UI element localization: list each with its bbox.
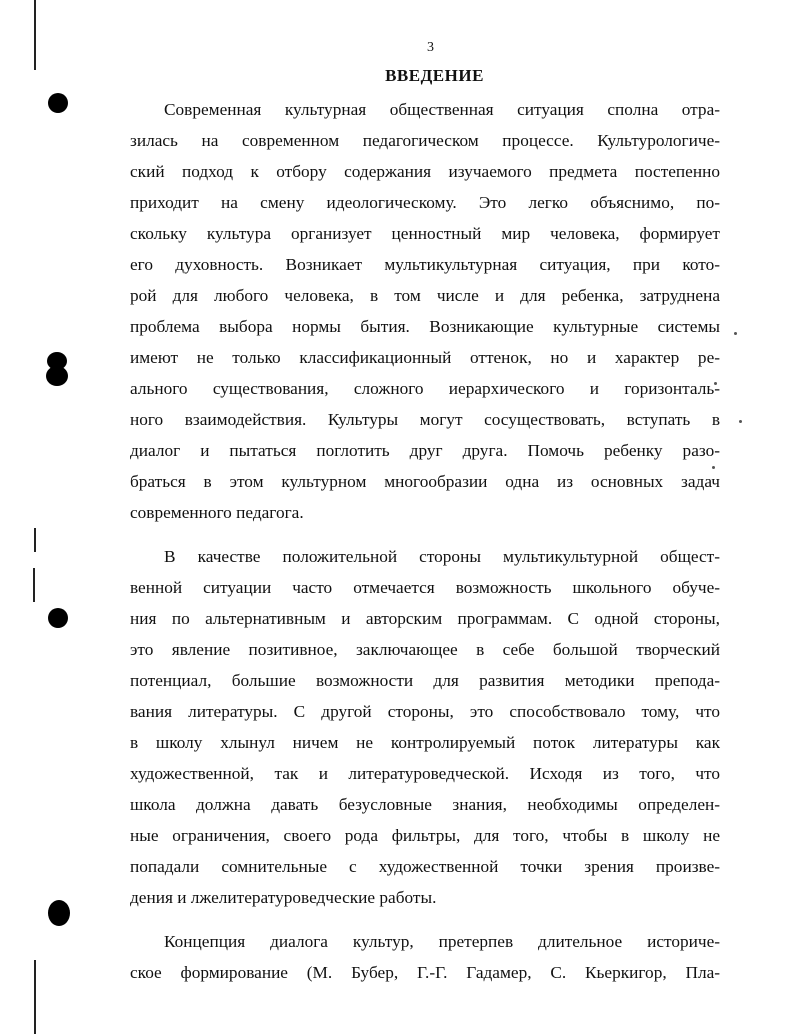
text-line: это явление позитивное, заключающее в себе большой творческий — [130, 640, 720, 659]
text-line: ский подход к отбору содержания изучаемого предмета постепенно — [130, 162, 720, 181]
text-line: Концепция диалога культур, претерпев длительное историче- — [164, 932, 720, 951]
text-line: рой для любого человека, в том числе и для ребенка, затруднена — [130, 286, 720, 305]
text-line: ального существования, сложного иерархического и горизонталь- — [130, 379, 720, 398]
text-line: зилась на современном педагогическом процессе. Культурологиче- — [130, 131, 720, 150]
text-line: В качестве положительной стороны мультикультурной общест- — [164, 547, 720, 566]
text-line: попадали сомнительные с художественной точки зрения произве- — [130, 857, 720, 876]
text-line: скольку культура организует ценностный мир человека, формирует — [130, 224, 720, 243]
text-line: проблема выбора нормы бытия. Возникающие культурные системы — [130, 317, 720, 336]
scan-margin-line-top — [34, 0, 36, 70]
text-line: венной ситуации часто отмечается возможность школьного обуче- — [130, 578, 720, 597]
page-title: ВВЕДЕНИЕ — [385, 66, 484, 85]
text-line: дения и лжелитературоведческие работы. — [130, 888, 437, 907]
text-line: диалог и пытаться поглотить друг друга. Помочь ребенку разо- — [130, 441, 720, 460]
scan-margin-line-mid — [34, 528, 36, 552]
binding-hole-1 — [48, 93, 68, 113]
text-line: современного педагога. — [130, 503, 304, 522]
paragraph-3 — [130, 926, 720, 988]
document-body — [130, 94, 720, 988]
paragraph-1 — [130, 94, 720, 528]
binding-hole-4 — [48, 900, 70, 926]
text-line: потенциал, большие возможности для развития методики препода- — [130, 671, 720, 690]
text-line: ные ограничения, своего рода фильтры, для того, чтобы в школу не — [130, 826, 720, 845]
text-line: школа должна давать безусловные знания, необходимы определен- — [130, 795, 720, 814]
binding-hole-3 — [48, 608, 68, 628]
scan-margin-line-bottom — [34, 960, 36, 1034]
text-line: ское формирование (М. Бубер, Г.-Г. Гадамер, С. Кьеркигор, Пла- — [130, 963, 720, 982]
text-line: ния по альтернативным и авторским программам. С одной стороны, — [130, 609, 720, 628]
text-line: имеют не только классификационный оттенок, но и характер ре- — [130, 348, 720, 367]
text-line: приходит на смену идеологическому. Это легко объяснимо, по- — [130, 193, 720, 212]
page-number: 3 — [427, 40, 434, 55]
text-line: ного взаимодействия. Культуры могут сосуществовать, вступать в — [130, 410, 720, 429]
text-line: художественной, так и литературоведческой. Исходя из того, что — [130, 764, 720, 783]
text-line: Современная культурная общественная ситуация сполна отра- — [164, 100, 720, 119]
scan-speck — [734, 332, 737, 335]
text-line: его духовность. Возникает мультикультурная ситуация, при кото- — [130, 255, 720, 274]
text-line: вания литературы. С другой стороны, это способствовало тому, что — [130, 702, 720, 721]
paragraph-2 — [130, 541, 720, 913]
binding-hole-2b — [46, 366, 68, 386]
text-line: в школу хлынул ничем не контролируемый поток литературы как — [130, 733, 720, 752]
scan-margin-line-lower — [33, 568, 35, 602]
scan-speck — [739, 420, 742, 423]
text-line: браться в этом культурном многообразии одна из основных задач — [130, 472, 720, 491]
